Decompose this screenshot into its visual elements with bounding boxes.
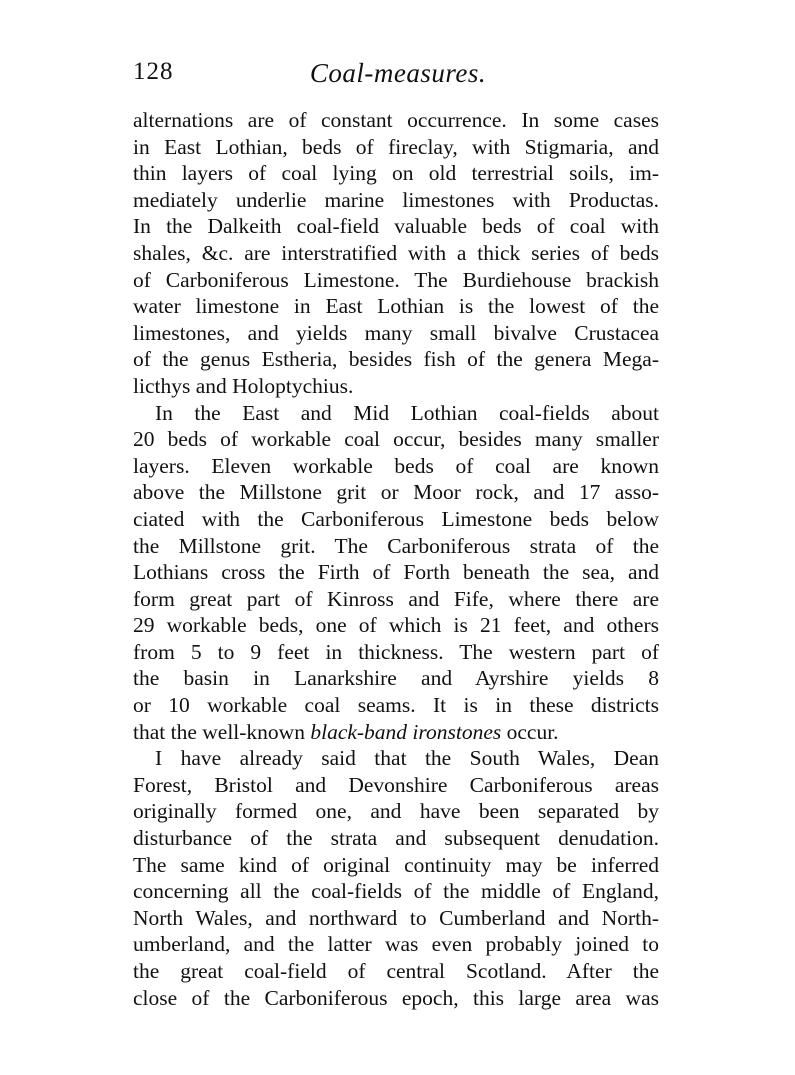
text-line: disturbance of the strata and subsequent denudation. [133, 826, 659, 851]
text-line [133, 719, 659, 746]
text-line: alternations are of constant occurrence. In some cases [133, 108, 659, 132]
text-line: ciated with the Carboniferous Limestone beds below [133, 506, 659, 531]
text-line: concerning all the coal-fields of the middle of England, [133, 879, 659, 904]
text-line: from 5 to 9 feet in thickness. The western part of [133, 639, 659, 664]
text-line: shales, &c. are interstratified with a thick series of beds [133, 240, 659, 265]
text-line: In the Dalkeith coal-field valuable beds of coal with [133, 214, 659, 239]
text-line: In the East and Mid Lothian coal-fields about [155, 400, 659, 425]
text-line: The same kind of original continuity may be inferred [133, 852, 659, 877]
text-line: the great coal-field of central Scotland. After the [133, 959, 659, 983]
text-line: Forest, Bristol and Devonshire Carboniferous areas [133, 772, 659, 797]
paragraph-2 [133, 400, 659, 746]
text-line: umberland, and the latter was even probably joined to [133, 932, 659, 957]
text-line: layers. Eleven workable beds of coal are known [133, 453, 659, 478]
page-header [133, 58, 663, 94]
text-line: close of the Carboniferous epoch, this large area was [133, 985, 659, 1010]
paragraph-1 [133, 107, 659, 400]
text-line: limestones, and yields many small bivalve Crustacea [133, 320, 659, 345]
running-title: Coal-measures. [309, 58, 487, 88]
text-line: or 10 workable coal seams. It is in these districts [133, 693, 659, 718]
text-line: North Wales, and northward to Cumberland and North- [133, 905, 659, 930]
text-line: I have already said that the South Wales, Dean [155, 746, 659, 771]
text-line: of the genus Estheria, besides fish of the genera Mega- [133, 347, 659, 372]
body-text [133, 107, 659, 1011]
text-run: occur. [501, 719, 559, 744]
text-line: of Carboniferous Limestone. The Burdiehouse brackish [133, 267, 659, 292]
text-line: licthys and Holoptychius. [133, 373, 354, 398]
paragraph-3 [133, 745, 659, 1011]
text-line: in East Lothian, beds of fireclay, with Stigmaria, and [133, 134, 659, 159]
text-line: originally formed one, and have been separated by [133, 799, 659, 824]
text-line: above the Millstone grit or Moor rock, and 17 asso- [133, 480, 659, 505]
text-line: thin layers of coal lying on old terrestrial soils, im- [133, 161, 659, 186]
text-line: 20 beds of workable coal occur, besides many smaller [133, 427, 659, 452]
italic-term: black-band ironstones [310, 719, 502, 744]
text-line: the Millstone grit. The Carboniferous strata of the [133, 533, 659, 558]
text-line: form great part of Kinross and Fife, where there are [133, 586, 659, 611]
text-run: that the well-known [133, 719, 311, 744]
text-line: 29 workable beds, one of which is 21 feet, and others [133, 613, 659, 638]
page-number: 128 [133, 58, 174, 85]
text-line: mediately underlie marine limestones with Productas. [133, 187, 659, 212]
text-line: Lothians cross the Firth of Forth beneath the sea, and [133, 560, 659, 585]
text-line: water limestone in East Lothian is the lowest of the [133, 294, 659, 319]
text-line: the basin in Lanarkshire and Ayrshire yields 8 [133, 666, 659, 691]
